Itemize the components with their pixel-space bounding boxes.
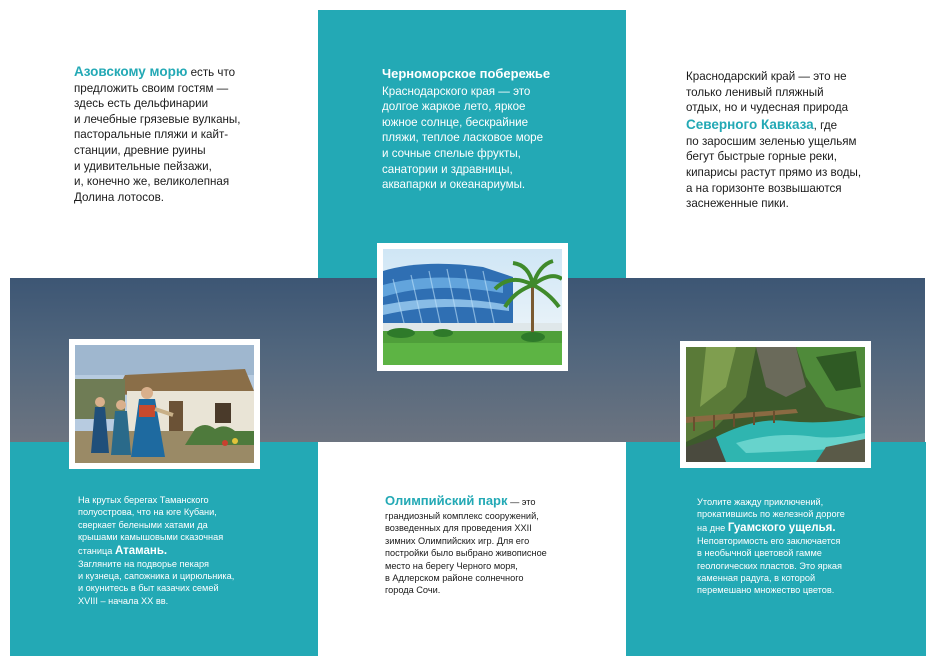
- olympic-stadium-image: [383, 249, 562, 365]
- text-line: перемешано множество цветов.: [697, 585, 835, 596]
- text-line: Неповторимость его заключается: [697, 535, 841, 546]
- text-line: на дне: [697, 522, 728, 533]
- text-line: санатории и здравницы,: [382, 162, 513, 176]
- text-line: Краснодарского края — это: [382, 84, 531, 98]
- text-line: кипарисы растут прямо из воды,: [686, 165, 862, 179]
- text-line: и, конечно же, великолепная: [74, 175, 230, 189]
- text-line: место на берегу Черного моря,: [385, 560, 518, 571]
- cossack-village-image: [75, 345, 254, 463]
- text-line: Долина лотосов.: [74, 190, 164, 204]
- azov-sea-text: [74, 64, 304, 205]
- olympic-park-text: [385, 493, 620, 597]
- text-line: зимних Олимпийских игр. Для его: [385, 535, 530, 546]
- text-line: станции, древние руины: [74, 143, 206, 157]
- ataman-highlight: Атамань.: [114, 544, 168, 557]
- text-line: по заросшим зеленью ущельям: [686, 134, 857, 148]
- text-line: долгое жаркое лето, яркое: [382, 100, 526, 114]
- text-line: а на горизонте возвышаются: [686, 181, 842, 195]
- black-sea-text: [382, 66, 612, 193]
- text-line: и кузнеца, сапожника и цирюльника,: [78, 571, 235, 582]
- text-line: города Сочи.: [385, 585, 441, 596]
- text-line: XVIII – начала XX вв.: [78, 595, 169, 606]
- text-line: и окунитесь в быт казачих семей: [78, 583, 219, 594]
- text-line: южное солнце, бескрайние: [382, 115, 529, 129]
- text-line: Загляните на подворье пекаря: [78, 558, 209, 569]
- guam-text: [697, 496, 922, 597]
- azov-sea-highlight: Азовскому морю: [74, 64, 188, 79]
- text-line: и сочные спелые фрукты,: [382, 146, 521, 160]
- olympic-stadium-photo: [377, 243, 568, 371]
- text-line: грандиозный комплекс сооружений,: [385, 511, 539, 521]
- text-line: заснеженные пики.: [686, 197, 789, 211]
- text-line: есть что: [187, 66, 236, 79]
- north-caucasus-highlight: Северного Кавказа: [686, 116, 814, 132]
- cossack-village-photo: [69, 339, 260, 469]
- text-line: , где: [813, 118, 838, 132]
- text-line: в Адлерском районе солнечного: [385, 573, 524, 584]
- text-line: и лечебные грязевые вулканы,: [74, 112, 241, 126]
- text-line: возведенных для проведения XXII: [385, 523, 532, 534]
- text-line: здесь есть дельфинарии: [74, 97, 209, 111]
- text-line: полуострова, что на юге Кубани,: [78, 507, 217, 518]
- text-line: аквапарки и океанариумы.: [382, 178, 526, 192]
- black-sea-title: Черноморское побережье: [382, 66, 551, 81]
- krasnodar-text: [686, 69, 916, 212]
- text-line: геологических пластов. Это яркая: [697, 560, 843, 571]
- text-line: На крутых берегах Таманского: [78, 495, 209, 505]
- text-line: в необычной цветовой гамме: [697, 548, 822, 559]
- text-line: предложить своим гостям —: [74, 81, 229, 95]
- olympic-park-highlight: Олимпийский парк: [385, 493, 508, 508]
- text-line: Утолите жажду приключений,: [697, 497, 824, 507]
- text-line: пасторальные пляжи и кайт-: [74, 128, 229, 142]
- text-line: сверкает белеными хатами да: [78, 519, 208, 530]
- text-line: крышами камышовыми сказочная: [78, 532, 224, 543]
- guam-gorge-photo: [680, 341, 871, 468]
- text-line: отдых, но и чудесная природа: [686, 101, 849, 115]
- text-line: бегут быстрые горные реки,: [686, 150, 837, 164]
- text-line: прокатившись по железной дороге: [697, 509, 845, 520]
- text-line: станица: [78, 545, 115, 556]
- text-line: Краснодарский край — это не: [686, 70, 847, 83]
- guam-gorge-image: [686, 347, 865, 462]
- text-line: пляжи, теплое ласковое море: [382, 131, 544, 145]
- text-line: и удивительные пейзажи,: [74, 159, 212, 173]
- text-line: каменная радуга, в которой: [697, 573, 816, 584]
- text-line: только ленивый пляжный: [686, 85, 824, 99]
- text-line: постройки было выбрано живописное: [385, 548, 547, 559]
- taman-text: [78, 494, 313, 607]
- guam-gorge-highlight: Гуамского ущелья.: [727, 521, 836, 534]
- text-line: — это: [507, 497, 536, 507]
